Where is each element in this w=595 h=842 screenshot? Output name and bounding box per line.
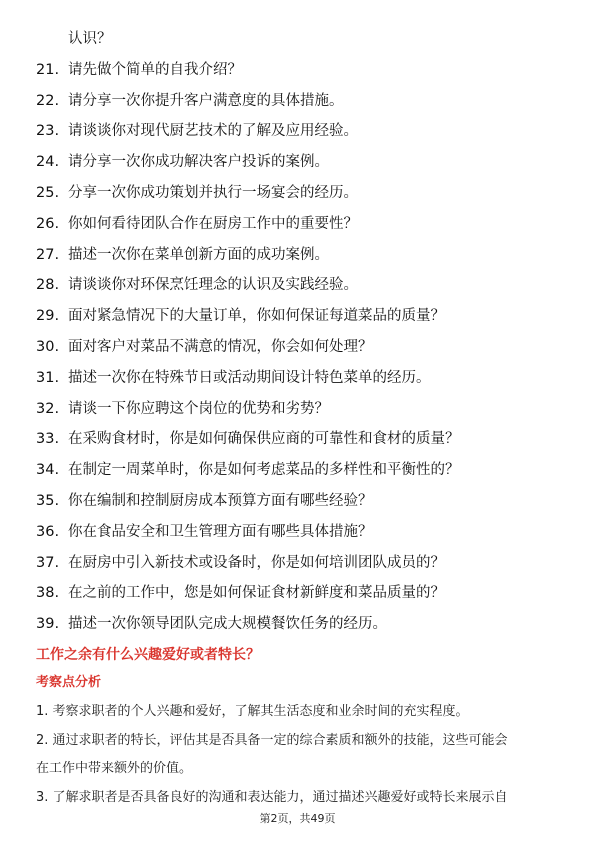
analysis-line: 1. 考察求职者的个人兴趣和爱好，了解其生活态度和业余时间的充实程度。 — [36, 704, 469, 719]
question-item — [36, 332, 576, 363]
question-item — [36, 517, 576, 548]
question-number: 36. — [36, 523, 60, 540]
question-item — [36, 394, 576, 425]
question-text: 你在编制和控制厨房成本预算方面有哪些经验？ — [68, 492, 373, 509]
question-text: 你在食品安全和卫生管理方面有哪些具体措施？ — [68, 523, 373, 540]
question-text: 面对客户对菜品不满意的情况，你会如何处理？ — [68, 338, 373, 355]
question-number: 38. — [36, 585, 60, 602]
question-text: 请谈谈你对现代厨艺技术的了解及应用经验。 — [68, 123, 358, 140]
question-text: 在之前的工作中，您是如何保证食材新鲜度和菜品质量的？ — [68, 585, 445, 602]
analysis-list — [36, 698, 566, 812]
section-title: 工作之余有什么兴趣爱好或者特长？ — [36, 647, 260, 663]
question-continuation — [36, 24, 576, 55]
question-number: 31. — [36, 369, 60, 386]
question-number: 21. — [36, 61, 60, 78]
analysis-line: 3. 了解求职者是否具备良好的沟通和表达能力，通过描述兴趣爱好或特长来展示自 — [36, 789, 508, 805]
question-item — [36, 609, 576, 640]
question-number: 30. — [36, 338, 60, 355]
question-item — [36, 178, 576, 209]
question-text: 请分享一次你提升客户满意度的具体措施。 — [68, 92, 344, 109]
question-item — [36, 116, 576, 147]
question-number: 24. — [36, 154, 60, 171]
question-item — [36, 424, 576, 455]
question-number: 34. — [36, 462, 60, 479]
question-item — [36, 486, 576, 517]
question-item — [36, 455, 576, 486]
question-text: 请谈一下你应聘这个岗位的优势和劣势？ — [68, 400, 329, 417]
question-item — [36, 86, 576, 117]
question-number: 27. — [36, 246, 60, 263]
question-number: 22. — [36, 92, 60, 109]
question-text: 在厨房中引入新技术或设备时，你是如何培训团队成员的？ — [68, 554, 445, 571]
question-number: 25. — [36, 184, 60, 201]
question-number: 39. — [36, 616, 60, 633]
question-number: 23. — [36, 123, 60, 140]
question-item — [36, 363, 576, 394]
question-number: 37. — [36, 554, 60, 571]
question-number: 26. — [36, 215, 60, 232]
question-item — [36, 578, 576, 609]
question-item — [36, 209, 576, 240]
question-text: 描述一次你在特殊节日或活动期间设计特色菜单的经历。 — [68, 369, 431, 386]
question-item — [36, 147, 576, 178]
question-text: 请分享一次你成功解决客户投诉的案例。 — [68, 154, 329, 171]
question-text: 在制定一周菜单时，你是如何考虑菜品的多样性和平衡性的？ — [68, 462, 460, 479]
question-continuation-text: 认识？ — [68, 31, 112, 47]
question-item — [36, 270, 576, 301]
analysis-line: 在工作中带来额外的价值。 — [36, 761, 193, 777]
question-list — [36, 24, 576, 640]
page-footer: 第2页，共49页 — [259, 812, 336, 825]
question-number: 32. — [36, 400, 60, 417]
question-text: 请先做个简单的自我介绍？ — [68, 61, 242, 78]
question-text: 描述一次你在菜单创新方面的成功案例。 — [68, 246, 329, 263]
question-text: 描述一次你领导团队完成大规模餐饮任务的经历。 — [68, 616, 387, 633]
question-item — [36, 240, 576, 271]
question-text: 请谈谈你对环保烹饪理念的认识及实践经验。 — [68, 277, 358, 294]
question-item — [36, 548, 576, 579]
question-text: 面对紧急情况下的大量订单，你如何保证每道菜品的质量？ — [68, 308, 445, 325]
question-text: 在采购食材时，你是如何确保供应商的可靠性和食材的质量？ — [68, 431, 460, 448]
question-text: 分享一次你成功策划并执行一场宴会的经历。 — [68, 184, 358, 201]
question-number: 33. — [36, 431, 60, 448]
question-number: 29. — [36, 308, 60, 325]
section-subtitle: 考察点分析 — [36, 675, 102, 690]
question-item — [36, 55, 576, 86]
question-number: 35. — [36, 492, 60, 509]
question-number: 28. — [36, 277, 60, 294]
question-text: 你如何看待团队合作在厨房工作中的重要性？ — [68, 215, 358, 232]
analysis-line: 2. 通过求职者的特长，评估其是否具备一定的综合素质和额外的技能，这些可能会 — [36, 732, 508, 748]
question-item — [36, 301, 576, 332]
